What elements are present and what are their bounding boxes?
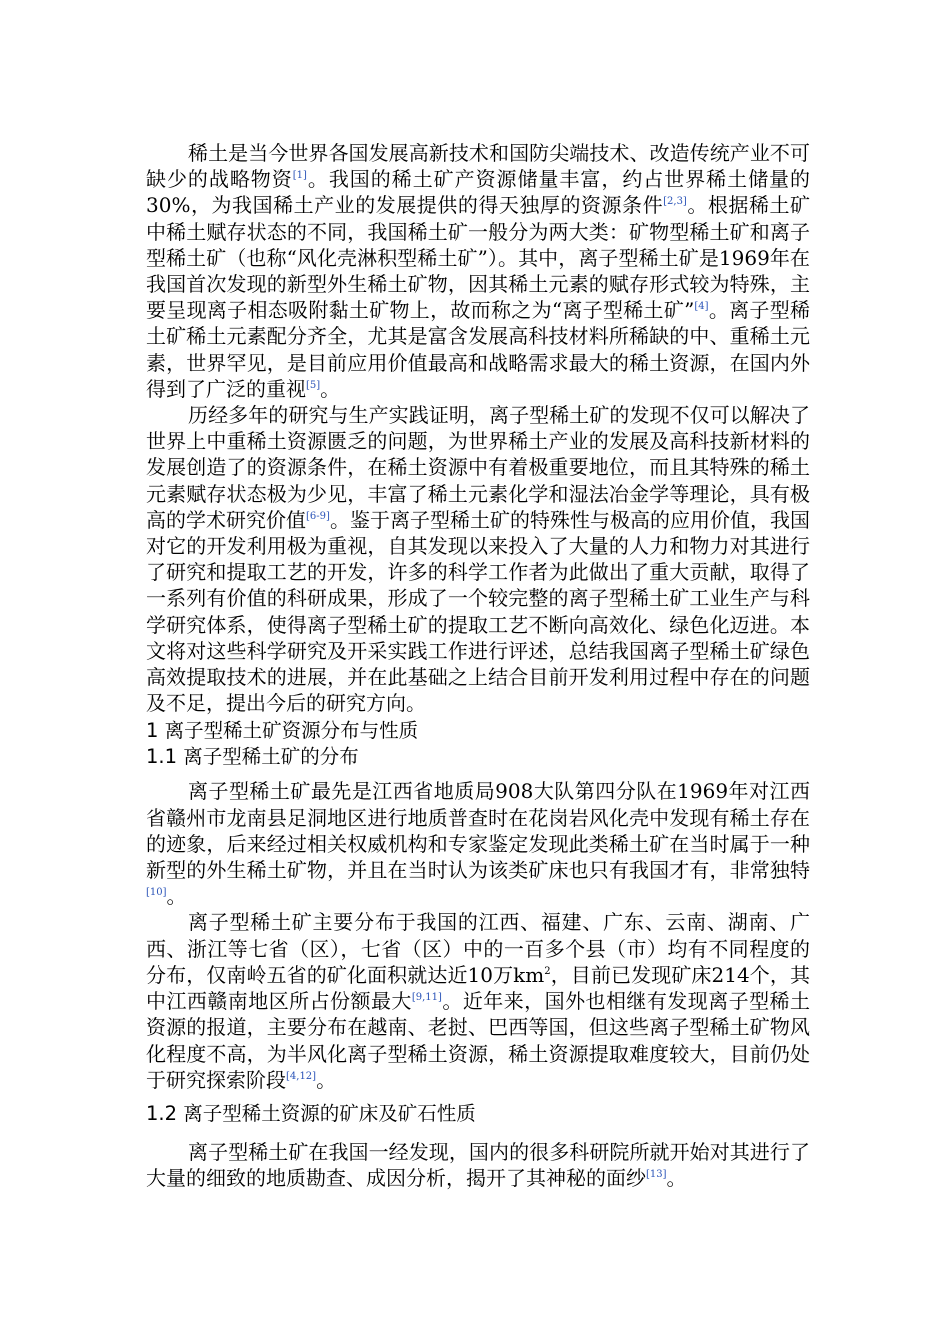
text-run: ，目前已发现矿床214个，其中江西赣南地区所占份额最大 — [146, 962, 810, 1014]
section-heading: 1 离子型稀土矿资源分布与性质 — [146, 719, 419, 743]
citation-ref[interactable]: [5] — [306, 379, 321, 391]
text-run: 。近年来，国外也相继有发现离子型稀土资源的报道，主要分布在越南、老挝、巴西等国，但这些离子型稀土矿物风化程度不高，为半风化离子型稀土资源，稀土资源提取难度较大，目前仍处于研究探索阶段 — [146, 989, 811, 1092]
text-run: 。 — [666, 1166, 687, 1191]
citation-ref[interactable]: [4,12] — [286, 1070, 317, 1082]
text-run: 。离子型稀土矿稀土元素配分齐全，尤其是富含发展高科技材料所稀缺的中、重稀土元素，世界罕见，是目前应用价值最高和战略需求最大的稀土资源，在国内外得到了广泛的重视 — [146, 298, 810, 401]
citation-ref[interactable]: [2,3] — [663, 196, 687, 208]
text-run: 。我国的稀土矿产资源储量丰富，约占世界稀土储量的30%，为我国稀土产业的发展提供的得天独厚的资源条件 — [146, 167, 811, 218]
citation-ref[interactable]: [1] — [292, 170, 307, 182]
citation-ref[interactable]: [10] — [146, 887, 167, 899]
text-run: 。鉴于离子型稀土矿的特殊性与极高的应用价值，我国对它的开发利用极为重视，自其发现以来投入了大量的人力和物力对其进行了研究和提取工艺的开发，许多的科学工作者为此做出了重大贡献，取得了一系列有价值的科研成果，形成了一个较完整的离子型稀土矿工业生产与科学研究体系，使得离子型稀土矿的提取工艺不断向高效化、绿色化迈进。本文将对这些科学研究及开采实践工作进行评述，总结我国离子型稀土矿绿色高效提取技术的进展，并在此基础之上结合目前开发利用过程中存在的问题及不足，提出今后的研究方向。 — [146, 507, 811, 716]
text-run: 。 — [166, 884, 187, 909]
paragraph — [146, 402, 810, 716]
citation-ref[interactable]: [4] — [694, 301, 709, 313]
text-run: 。 — [316, 1067, 337, 1092]
document-body — [146, 140, 810, 1191]
subsection-heading: 1.1 离子型稀土矿的分布 — [146, 745, 359, 769]
text-run: 历经多年的研究与生产实践证明，离子型稀土矿的发现不仅可以解决了世界上中重稀土资源匮乏的问题，为世界稀土产业的发展及高科技新材料的发展创造了的资源条件，在稀土资源中有着极重要地位，而且其特殊的稀土元素赋存状态极为少见，丰富了稀土元素化学和湿法冶金学等理论，具有极高的学术研究价值 — [146, 403, 810, 532]
text-run: 离子型稀土矿在我国一经发现，国内的很多科研院所就开始对其进行了大量的细致的地质勘查、成因分析，揭开了其神秘的面纱 — [146, 1139, 810, 1191]
paragraph — [146, 140, 810, 402]
text-run: 。根据稀土矿中稀土赋存状态的不同，我国稀土矿一般分为两大类：矿物型稀土矿和离子型稀土矿（也称“风化壳淋积型稀土矿”）。其中，离子型稀土矿是1969年在我国首次发现的新型外生稀土矿物，因其稀土元素的赋存形式较为特殊，主要呈现离子相态吸附黏土矿物上，故而称之为“离子型稀土矿” — [146, 193, 811, 323]
subsection-heading: 1.2 离子型稀土资源的矿床及矿石性质 — [146, 1101, 476, 1125]
citation-ref[interactable]: [13] — [646, 1169, 667, 1181]
text-run: 离子型稀土矿主要分布于我国的江西、福建、广东、云南、湖南、广西、浙江等七省（区），七省（区）中的一百多个县（市）均有不同程度的分布，仅南岭五省的矿化面积就达近10万km — [146, 910, 810, 987]
text-run: 稀土是当今世界各国发展高新技术和国防尖端技术、改造传统产业不可缺少的战略物资 — [146, 141, 810, 192]
paragraph — [146, 1139, 810, 1191]
superscript: 2 — [544, 965, 551, 977]
paragraph — [146, 909, 810, 1092]
text-run: 。 — [320, 376, 341, 401]
citation-ref[interactable]: [9,11] — [411, 992, 442, 1004]
text-run: 离子型稀土矿最先是江西省地质局908大队第四分队在1969年对江西省赣州市龙南县足洞地区进行地质普查时在花岗岩风化壳中发现有稀土存在的迹象，后来经过相关权威机构和专家鉴定发现此类稀土矿在当时属于一种新型的外生稀土矿物，并且在当时认为该类矿床也只有我国才有，非常独特 — [146, 779, 810, 883]
citation-ref[interactable]: [6-9] — [306, 510, 330, 522]
paragraph — [146, 778, 810, 909]
